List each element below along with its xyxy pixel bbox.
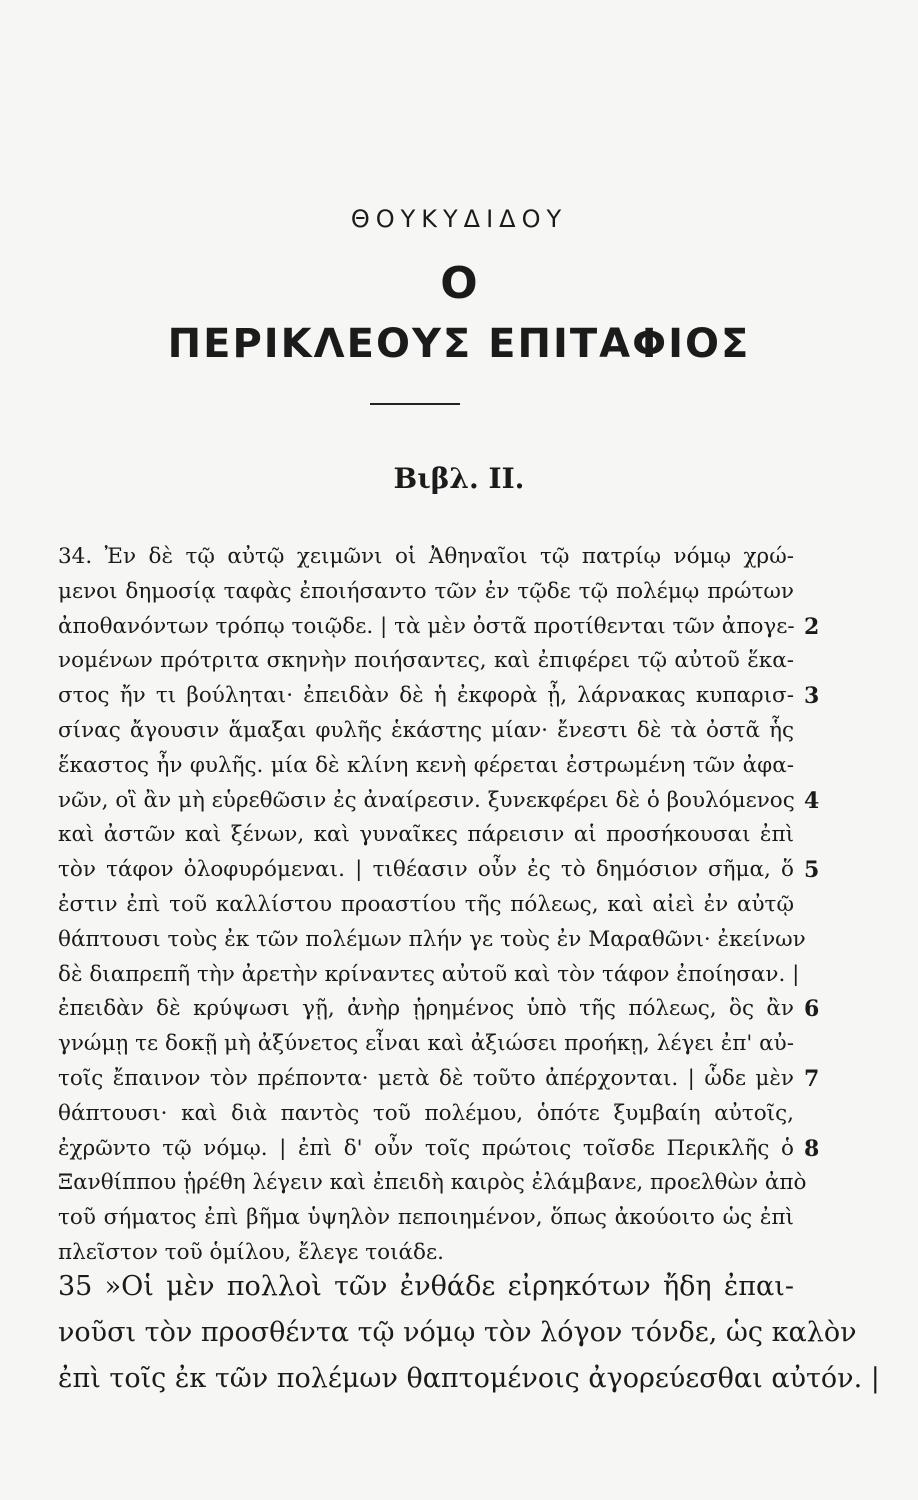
section-number: 7 [804, 1066, 820, 1092]
section-number: 6 [804, 996, 820, 1023]
section-number: 8 [804, 1135, 820, 1162]
section-number: 2 [804, 613, 820, 640]
section-number: 3 [804, 683, 820, 710]
text-line: νῶν, οἳ ἂν μὴ εὑρεθῶσιν ἐς ἀναίρεσιν. ξυνεκφέρει δὲ ὁ βουλόμενος [58, 787, 795, 813]
text-line: δὲ διαπρεπῆ τὴν ἀρετὴν κρίναντες αὐτοῦ καὶ τὸν τάφον ἐποίησαν. | [58, 961, 800, 987]
text-line: τοῦ σήματος ἐπὶ βῆμα ὑψηλὸν πεποιημένον, ὅπως ἀκούοιτο ὡς ἐπὶ [58, 1205, 794, 1231]
text-line: μενοι δημοσίᾳ ταφὰς ἐποιήσαντο τῶν ἐν τῷδε τῷ πολέμῳ πρώτων [58, 578, 794, 604]
text-line: θάπτουσι· καὶ διὰ παντὸς τοῦ πολέμου, ὁπότε ξυμβαίη αὐτοῖς, [58, 1100, 794, 1126]
title-divider [370, 403, 460, 405]
section-number: 4 [804, 787, 820, 814]
page-title: ΠΕΡΙΚΛΕΟΥΣ ΕΠΙΤΑΦΙΟΣ [167, 321, 751, 367]
text-line: νοῦσι τὸν προσθέντα τῷ νόμῳ τὸν λόγον τόνδε, ὡς καλὸν [58, 1317, 857, 1348]
text-line: τοῖς ἔπαινον τὸν πρέποντα· μετὰ δὲ τοῦτο ἀπέρχονται. | ὧδε μὲν [58, 1065, 794, 1091]
text-line: στος ἤν τι βούληται· ἐπειδὰν δὲ ἡ ἐκφορὰ ᾖ, λάρνακας κυπαρισ- [58, 683, 794, 709]
text-line: 34. Ἐν δὲ τῷ αὐτῷ χειμῶνι οἱ Ἀθηναῖοι τῷ πατρίῳ νόμῳ χρώ- [58, 544, 794, 569]
text-line: ἐπὶ τοῖς ἐκ τῶν πολέμων θαπτομένοις ἀγορεύεσθαι αὐτόν. | [58, 1363, 880, 1394]
text-line: γνώμῃ τε δοκῇ μὴ ἀξύνετος εἶναι καὶ ἀξιώσει προήκῃ, λέγει ἐπ' αὐ- [58, 1031, 794, 1057]
text-line: Ξανθίππου ᾑρέθη λέγειν καὶ ἐπειδὴ καιρὸς ἐλάμβανε, προελθὼν ἀπὸ [58, 1170, 807, 1196]
title-article: Ο [440, 258, 478, 309]
text-line: νομένων πρότριτα σκηνὴν ποιήσαντες, καὶ ἐπιφέρει τῷ αὐτοῦ ἕκα- [58, 648, 794, 674]
text-line: τὸν τάφον ὀλοφυρόμεναι. | τιθέασιν οὖν ἐς τὸ δημόσιον σῆμα, ὅ [58, 857, 794, 883]
text-line: ἐπειδὰν δὲ κρύψωσι γῇ, ἀνὴρ ᾑρημένος ὑπὸ τῆς πόλεως, ὃς ἂν [58, 996, 794, 1022]
chapter-34-text [58, 540, 807, 1271]
text-line: ἀποθανόντων τρόπῳ τοιῷδε. | τὰ μὲν ὀστᾶ προτίθενται τῶν ἀπογε- [58, 613, 795, 639]
book-number: Βιβλ. ΙΙ. [393, 462, 525, 495]
text-line: ἕκαστος ἦν φυλῆς. μία δὲ κλίνη κενὴ φέρεται ἐστρωμένη τῶν ἀφα- [58, 752, 794, 778]
author-heading: ΘΟΥΚΥΔΙΔΟΥ [350, 205, 568, 233]
text-line: θάπτουσι τοὺς ἐκ τῶν πολέμων πλήν γε τοὺς ἐν Μαραθῶνι· ἐκείνων [58, 926, 806, 952]
chapter-35-text [58, 1264, 880, 1402]
section-number: 5 [804, 857, 820, 884]
text-line: πλεῖστον τοῦ ὁμίλου, ἔλεγε τοιάδε. [58, 1239, 444, 1265]
text-line: καὶ ἀστῶν καὶ ξένων, καὶ γυναῖκες πάρεισιν αἱ προσήκουσαι ἐπὶ [58, 822, 794, 848]
text-line: ἐχρῶντο τῷ νόμῳ. | ἐπὶ δ' οὖν τοῖς πρώτοις τοῖσδε Περικλῆς ὁ [58, 1135, 794, 1161]
text-line: ἐστιν ἐπὶ τοῦ καλλίστου προαστίου τῆς πόλεως, καὶ αἰεὶ ἐν αὐτῷ [58, 891, 794, 917]
text-line: 35 »Οἱ μὲν πολλοὶ τῶν ἐνθάδε εἰρηκότων ἤδη ἐπαι- [58, 1271, 794, 1302]
text-line: σίνας ἄγουσιν ἅμαξαι φυλῆς ἑκάστης μίαν· ἔνεστι δὲ τὰ ὀστᾶ ἧς [58, 717, 794, 743]
